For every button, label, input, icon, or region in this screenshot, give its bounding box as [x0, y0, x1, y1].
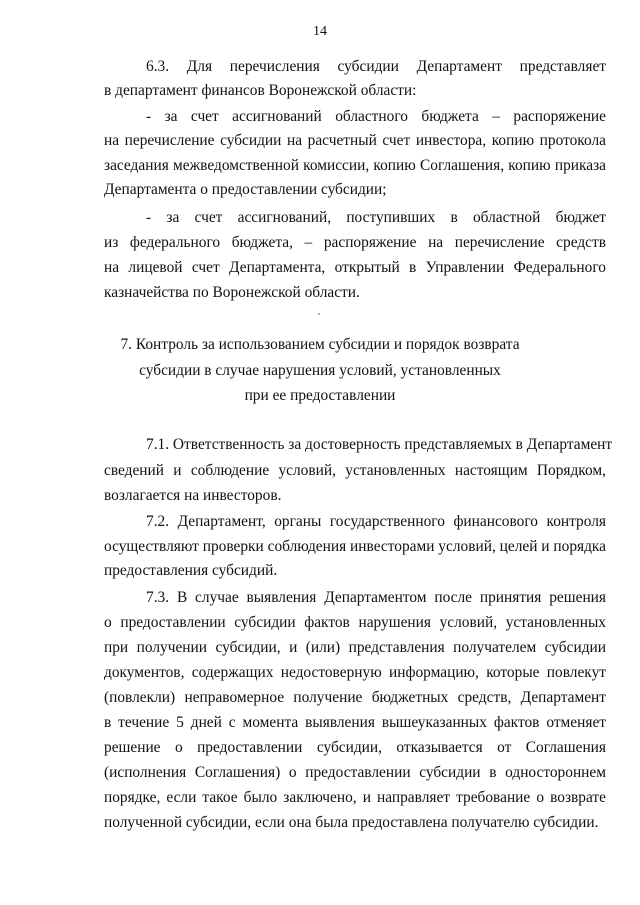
text-line: сведений и соблюдение условий, установленных настоящим Порядком,: [104, 462, 606, 479]
text-line: возлагается на инвесторов.: [104, 487, 282, 504]
text-line: осуществляют проверки соблюдения инвесторами условий, целей и порядка: [104, 538, 606, 555]
heading-line: при ее предоставлении: [244, 387, 396, 404]
text-line: в департамент финансов Воронежской области:: [104, 82, 417, 99]
scan-speck: [318, 313, 320, 315]
text-line: 7.2. Департамент, органы государственного финансового контроля: [146, 513, 606, 530]
text-line: 6.3. Для перечисления субсидии Департамент представляет: [146, 58, 606, 75]
text-line: полученной субсидии, если она была предоставлена получателю субсидии.: [104, 814, 599, 831]
text-line: предоставления субсидий.: [104, 562, 278, 579]
text-line: (повлекли) неправомерное получение бюджетных средств, Департамент: [104, 689, 606, 706]
text-line: в течение 5 дней с момента выявления вышеуказанных фактов отменяет: [104, 714, 606, 731]
text-line: 7.3. В случае выявления Департаментом после принятия решения: [146, 589, 606, 606]
text-line: на перечисление субсидии на расчетный счет инвестора, копию протокола: [104, 132, 606, 149]
text-line: решение о предоставлении субсидии, отказывается от Соглашения: [104, 739, 606, 756]
text-line: из федерального бюджета, – распоряжение на перечисление средств: [104, 234, 606, 251]
page-number: 14: [313, 24, 327, 39]
text-line: Департамента о предоставлении субсидии;: [104, 181, 387, 198]
heading-line: 7. Контроль за использованием субсидии и порядок возврата: [120, 336, 520, 353]
text-line: заседания межведомственной комиссии, копию Соглашения, копию приказа: [104, 157, 606, 174]
heading-line: субсидии в случае нарушения условий, установленных: [139, 362, 501, 379]
text-line: при получении субсидии, и (или) представления получателем субсидии: [104, 639, 606, 656]
text-line: (исполнения Соглашения) о предоставлении субсидии в одностороннем: [104, 764, 606, 781]
text-line: казначейства по Воронежской области.: [104, 284, 360, 301]
text-line: документов, содержащих недостоверную информацию, которые повлекут: [104, 664, 606, 681]
text-line: о предоставлении субсидии фактов нарушения условий, установленных: [104, 614, 606, 631]
text-line: порядке, если такое было заключено, и направляет требование о возврате: [104, 789, 606, 806]
text-line: - за счет ассигнований областного бюджета – распоряжение: [146, 108, 606, 125]
text-line: - за счет ассигнований, поступивших в областной бюджет: [146, 209, 606, 226]
text-line: на лицевой счет Департамента, открытый в Управлении Федерального: [104, 259, 606, 276]
text-line: 7.1. Ответственность за достоверность представляемых в Департамент: [146, 436, 613, 453]
